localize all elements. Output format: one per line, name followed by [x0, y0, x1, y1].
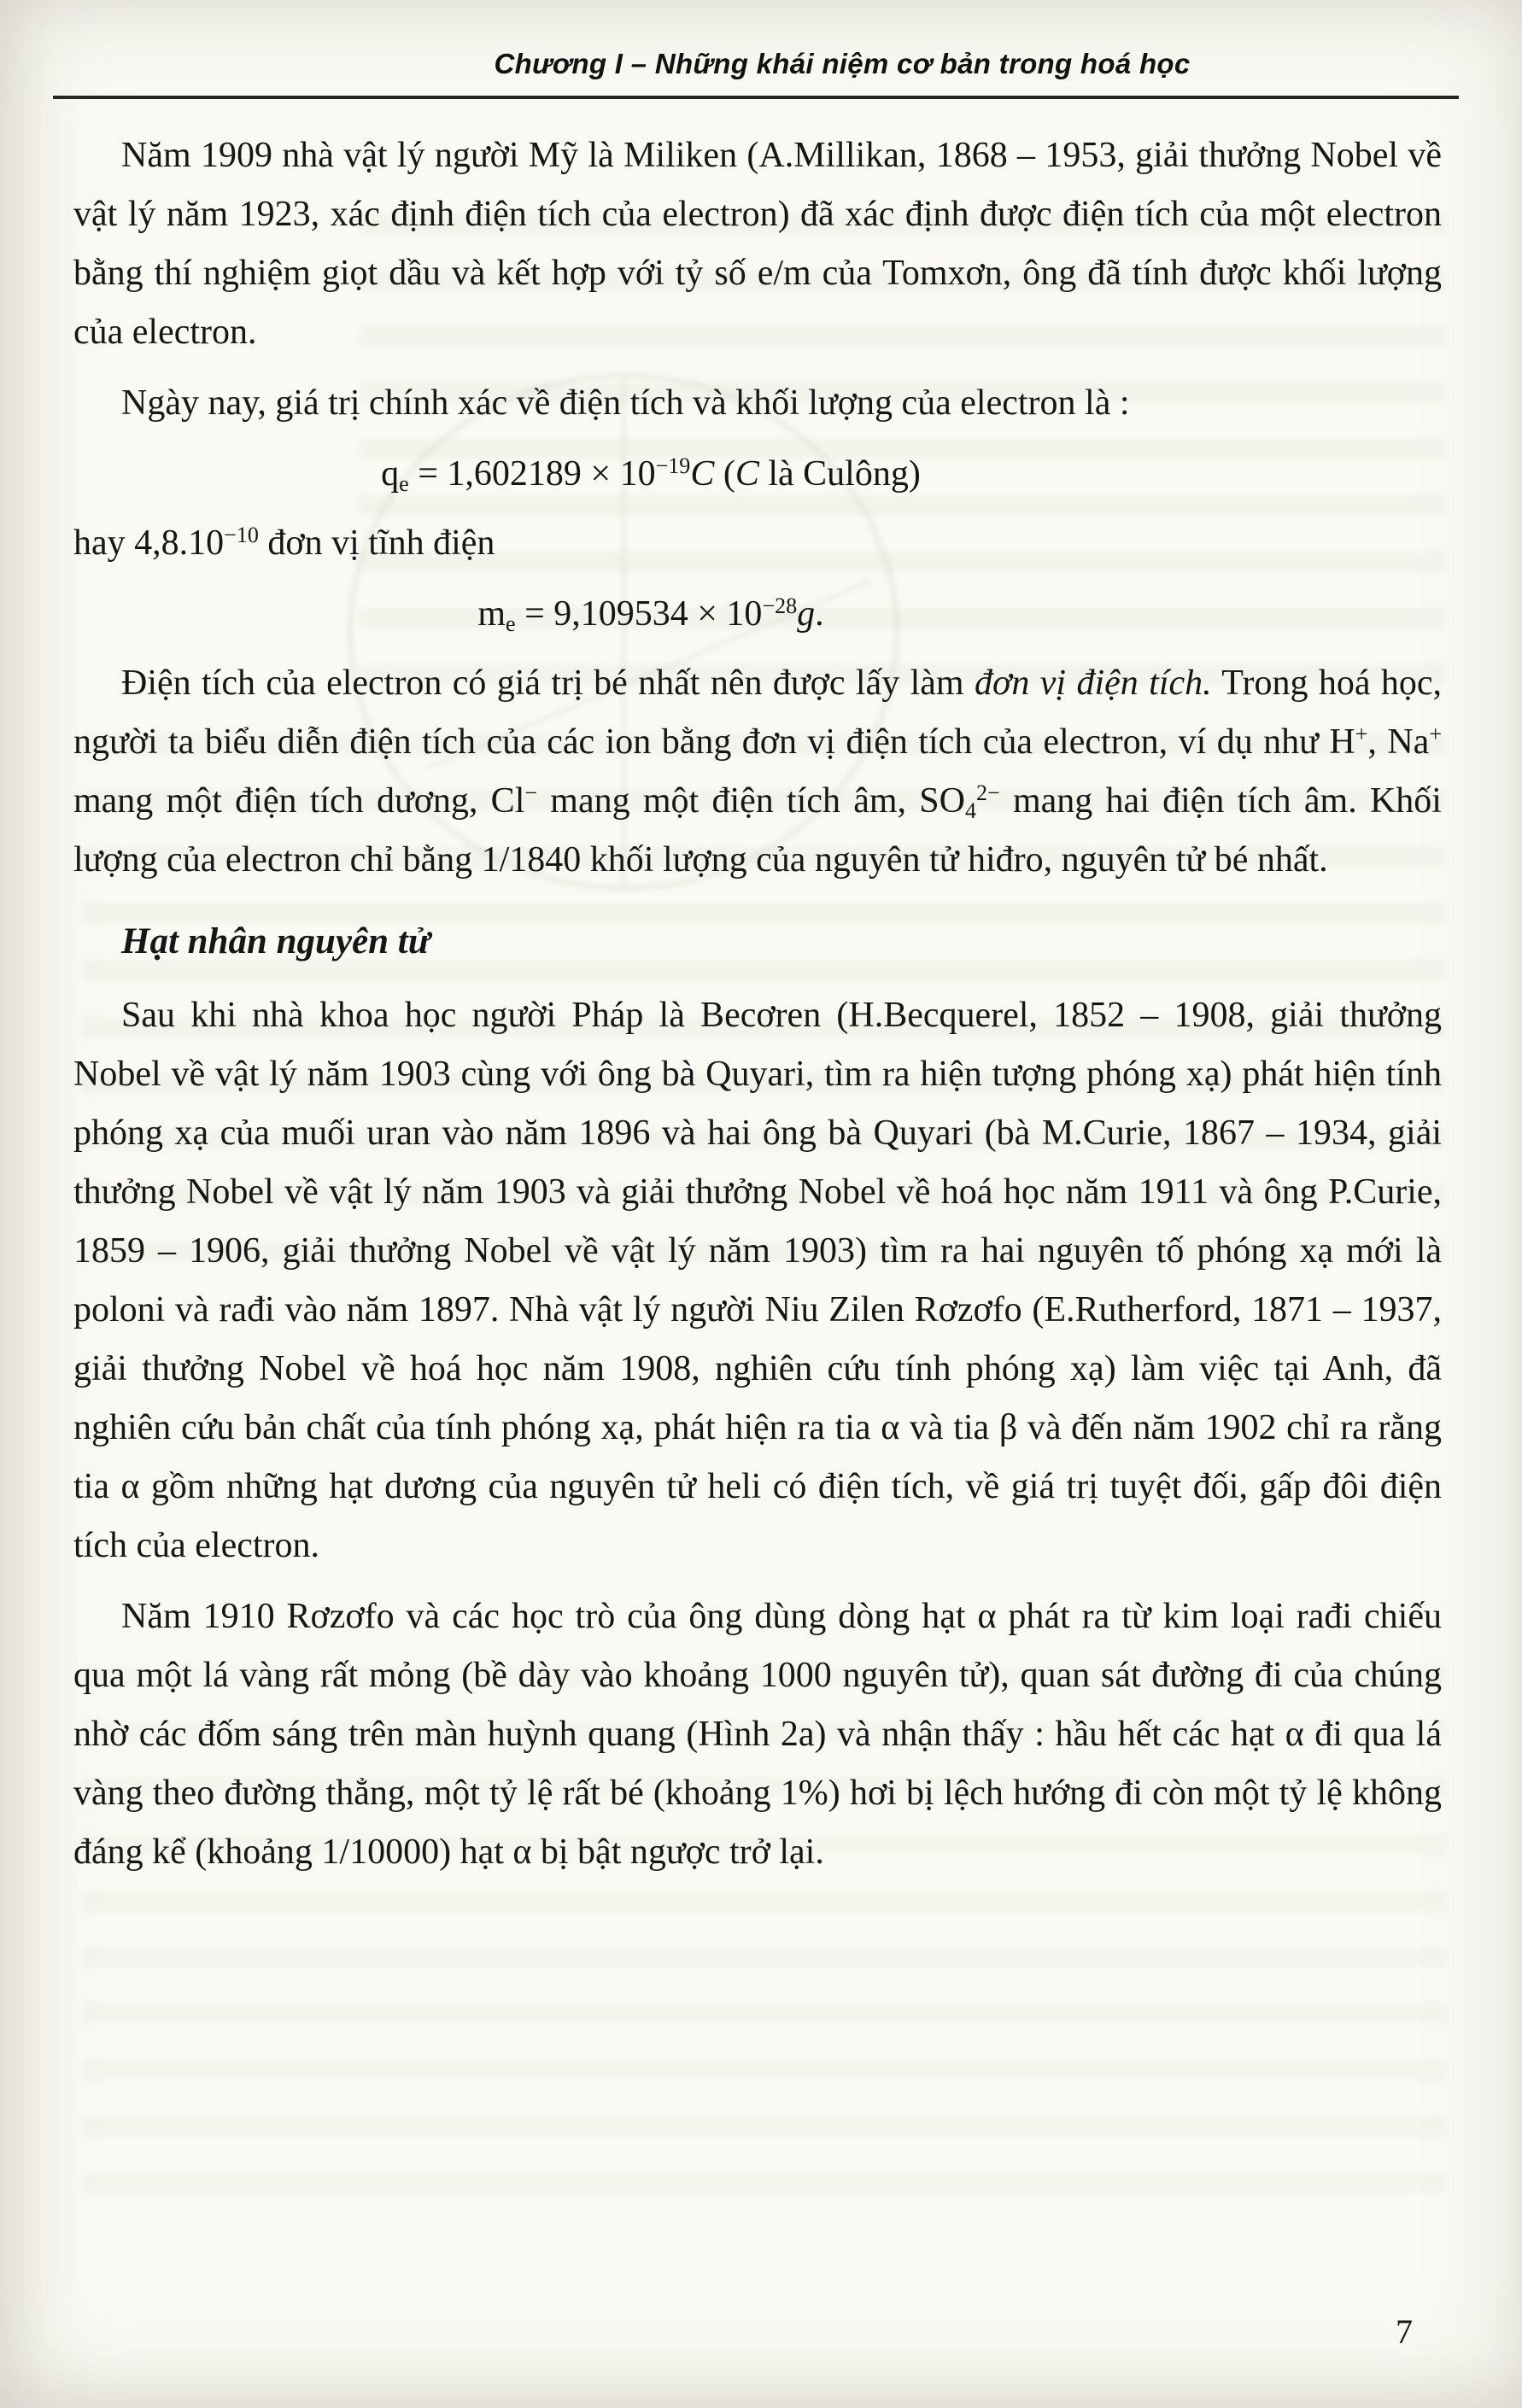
running-header: Chương I – Những khái niệm cơ bản trong hoá học — [494, 48, 1191, 79]
formula-electron-charge: $q_e = 1,602189 \times 10^{-19}C$ (C là Culông) — [381, 453, 921, 497]
paragraph-gold-foil-experiment: Năm 1910 Rơzơfo và các học trò của ông dùng dòng hạt α phát ra từ kim loại rađi chiếu qua một lá vàng rất mỏng (bề dày vào khoảng 1000 nguyên tử), quan sát đường đi của chúng nhờ các đốm sáng trên màn huỳnh quang (Hình 2a) và nhận thấy : hầu hết các hạt α đi qua lá vàng theo đường thẳng, một tỷ lệ rất bé (khoảng 1%) hơi bị lệch hướng đi còn một tỷ lệ không đáng kể (khoảng 1/10000) hạt α bị bật ngược trở lại. — [73, 1597, 1442, 1872]
paragraph-becquerel-curie-rutherford: Sau khi nhà khoa học người Pháp là Becơren (H.Becquerel, 1852 – 1908, giải thưởng Nobel về vật lý năm 1903 cùng với ông bà Quyari, tìm ra hiện tượng phóng xạ) phát hiện tính phóng xạ của muối uran vào năm 1896 và hai ông bà Quyari (bà M.Curie, 1867 – 1934, giải thưởng Nobel về vật lý năm 1903 và giải thưởng Nobel về hoá học năm 1911 và ông P.Curie, 1859 – 1906, giải thưởng Nobel về vật lý năm 1903) tìm ra hai nguyên tố phóng xạ mới là poloni và rađi vào năm 1897. Nhà vật lý người Niu Zilen Rơzơfo (E.Rutherford, 1871 – 1937, giải thưởng Nobel về hoá học năm 1908, nghiên cứu tính phóng xạ) làm việc tại Anh, đã nghiên cứu bản chất của tính phóng xạ, phát hiện ra tia α và tia β và đến năm 1902 chỉ ra rằng tia α gồm những hạt dương của nguyên tử heli có điện tích, về giá trị tuyệt đối, gấp đôi điện tích của electron. — [73, 996, 1442, 1565]
line-esu-equivalent: hay $4,8.10^{-10}$ đơn vị tĩnh điện — [73, 522, 495, 563]
formula-electron-mass: $m_e = 9,109534 \times 10^{-28}g$. — [477, 593, 824, 637]
paragraph-millikan: Năm 1909 nhà vật lý người Mỹ là Miliken (A.Millikan, 1868 – 1953, giải thưởng Nobel về vật lý năm 1923, xác định điện tích của electron) đã xác định được điện tích của một electron bằng thí nghiệm giọt dầu và kết hợp với tỷ số e/m của Tomxơn, ông đã tính được khối lượng của electron. — [73, 136, 1442, 352]
paragraph-exact-values-intro: Ngày nay, giá trị chính xác về điện tích và khối lượng của electron là : — [121, 383, 1130, 423]
section-heading-nucleus: Hạt nhân nguyên tử — [121, 921, 430, 961]
header-rule — [53, 96, 1459, 99]
paragraph-unit-charge: Điện tích của electron có giá trị bé nhất nên được lấy làm đơn vị điện tích. Trong hoá học, người ta biểu diễn điện tích của các ion bằng đơn vị điện tích của electron, ví dụ như H+, Na+ mang một điện tích dương, Cl− mang một điện tích âm, $SO_4^{2-}$ mang hai điện tích âm. Khối lượng của electron chỉ bằng 1/1840 khối lượng của nguyên tử hiđro, nguyên tử bé nhất. — [73, 663, 1443, 880]
page-number: 7 — [1396, 2312, 1413, 2351]
page-body-text — [73, 126, 1442, 1894]
